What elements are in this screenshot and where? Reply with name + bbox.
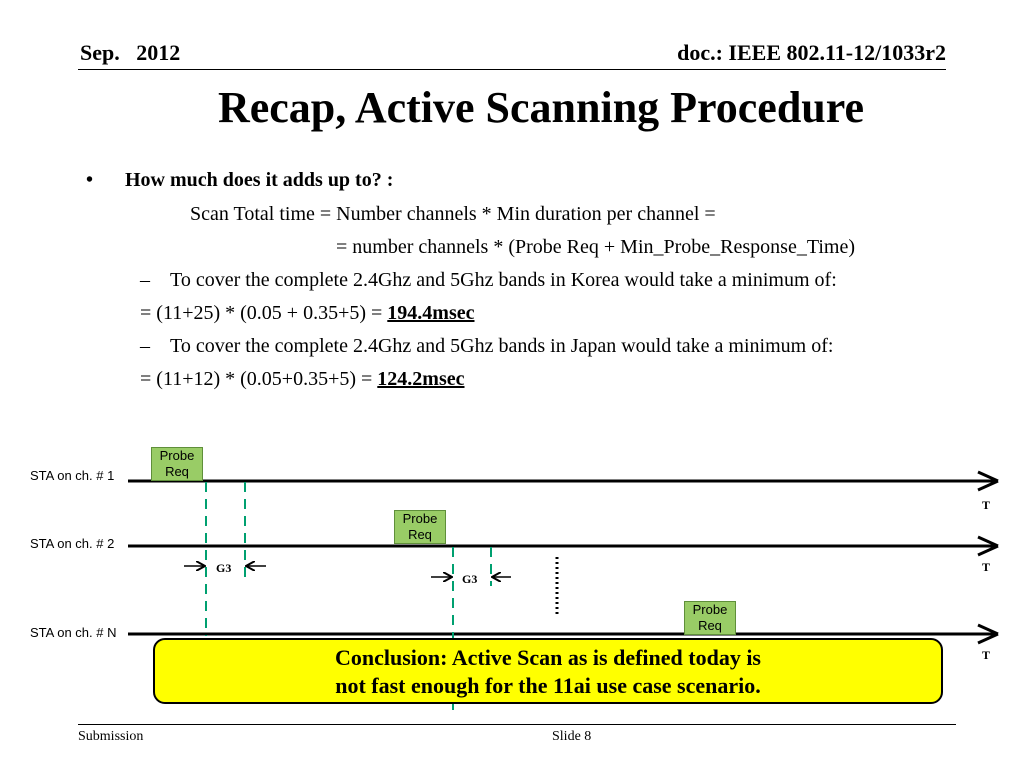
header-date: Sep. 2012: [80, 40, 181, 65]
time-axis-label: T: [982, 498, 991, 512]
bullet-question: How much does it adds up to? :: [125, 169, 394, 191]
footer-slide-number: Slide 8: [552, 729, 592, 744]
probe-request-box-ch1: Probe Req: [151, 447, 203, 481]
gap-label-g3: G3: [216, 561, 232, 575]
conclusion-line-1: Conclusion: Active Scan as is defined today is: [335, 645, 761, 670]
japan-result: 124.2msec: [377, 368, 465, 390]
probe-request-box-ch2: Probe Req: [394, 510, 446, 544]
conclusion-box: [153, 638, 943, 704]
gap-label-g3: G3: [462, 572, 478, 586]
dash-marker-japan: –: [140, 335, 150, 357]
header-doc-id: doc.: IEEE 802.11-12/1033r2: [677, 40, 946, 65]
japan-calc-expression: = (11+12) * (0.05+0.35+5) =: [140, 368, 378, 390]
footer-submission: Submission: [78, 729, 144, 744]
probe-request-box-chN: Probe Req: [684, 601, 736, 635]
footer-divider: [78, 724, 956, 725]
formula-line-1: Scan Total time = Number channels * Min duration per channel =: [190, 203, 716, 225]
korea-result: 194.4msec: [387, 302, 475, 324]
station-label-ch1: STA on ch. # 1: [30, 468, 115, 483]
bullet-marker: •: [86, 169, 94, 191]
dash-marker-korea: –: [140, 269, 150, 291]
time-axis-label: T: [982, 648, 991, 662]
slide-title: Recap, Active Scanning Procedure: [217, 83, 865, 132]
time-axis-label: T: [982, 560, 991, 574]
korea-text: To cover the complete 2.4Ghz and 5Ghz bands in Korea would take a minimum of:: [170, 269, 837, 291]
conclusion-line-2: not fast enough for the 11ai use case scenario.: [335, 673, 761, 698]
formula-line-2: = number channels * (Probe Req + Min_Probe_Response_Time): [336, 236, 855, 258]
korea-calc-expression: = (11+25) * (0.05 + 0.35+5) =: [140, 302, 388, 324]
japan-text: To cover the complete 2.4Ghz and 5Ghz bands in Japan would take a minimum of:: [170, 335, 834, 357]
station-label-chN: STA on ch. # N: [30, 625, 117, 640]
station-label-ch2: STA on ch. # 2: [30, 536, 115, 551]
